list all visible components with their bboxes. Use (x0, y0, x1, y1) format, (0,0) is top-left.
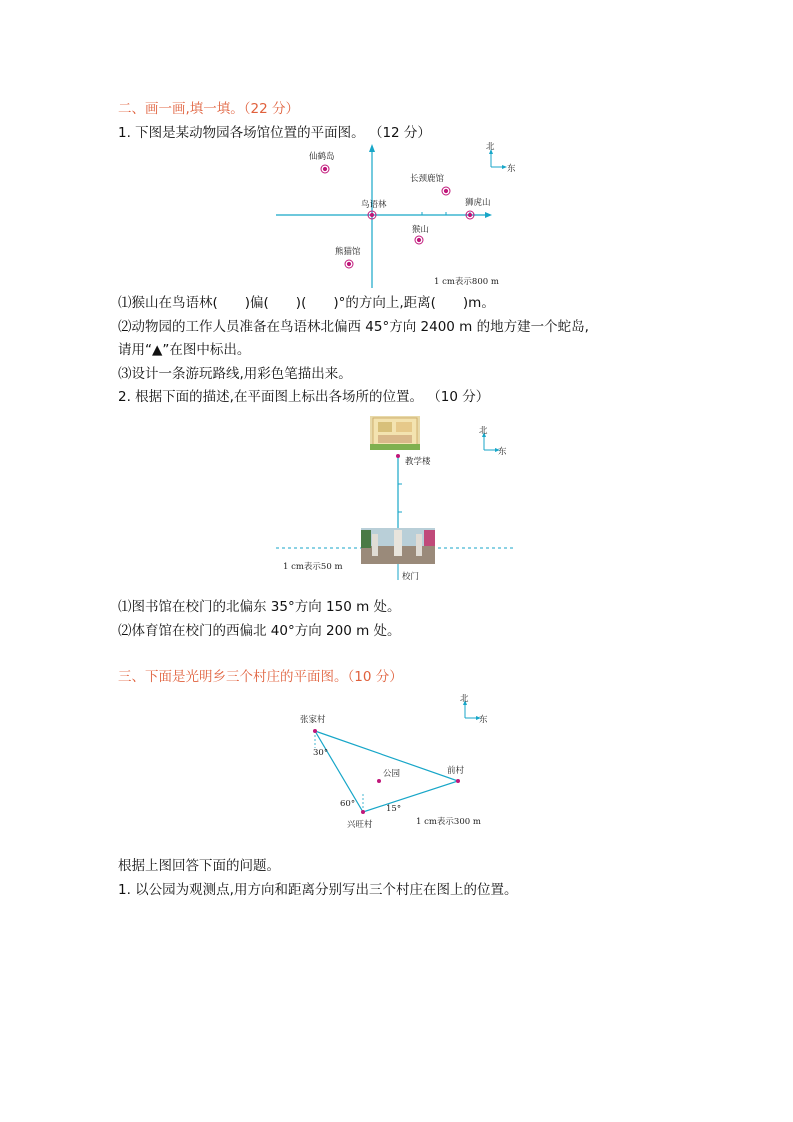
angle-30: 30° (313, 748, 329, 758)
village-zhangjia: 张家村 (300, 715, 326, 725)
compass-east-label: 东 (507, 164, 516, 174)
village-qian: 前村 (447, 766, 465, 776)
section3-prompt: 根据上图回答下面的问题。 (118, 858, 280, 874)
angle-15: 15° (386, 804, 402, 814)
school-compass-north: 北 (479, 426, 488, 436)
q1-title: 1. 下图是某动物园各场馆位置的平面图。 （12 分） (118, 125, 431, 141)
gate-label: 校门 (402, 572, 420, 582)
teaching-building-label: 教学楼 (405, 457, 431, 467)
q1-sub2-line1: ⑵动物园的工作人员准备在鸟语林北偏西 45°方向 2400 m 的地方建一个蛇岛, (118, 319, 589, 335)
place-lion-tiger-hill: 狮虎山 (465, 198, 491, 208)
q2-sub1: ⑴图书馆在校门的北偏东 35°方向 150 m 处。 (118, 599, 401, 615)
section3-title: 三、下面是光明乡三个村庄的平面图。（10 分） (118, 669, 403, 685)
zoo-map-scale: 1 cm表示800 m (434, 277, 499, 287)
place-bird-forest: 鸟语林 (361, 200, 387, 210)
compass-north-label: 北 (486, 142, 495, 152)
angle-60: 60° (340, 799, 356, 809)
q1-sub3: ⑶设计一条游玩路线,用彩色笔描出来。 (118, 366, 352, 382)
q1-sub1: ⑴猴山在鸟语林( )偏( )( )°的方向上,距离( )m。 (118, 295, 495, 311)
village-compass-north: 北 (460, 694, 469, 704)
section3-q1: 1. 以公园为观测点,用方向和距离分别写出三个村庄在图上的位置。 (118, 882, 518, 898)
park-point (377, 779, 381, 783)
q1-sub2-line2: 请用“▲”在图中标出。 (118, 342, 251, 358)
school-compass-east: 东 (498, 447, 507, 457)
q2-sub2: ⑵体育馆在校门的西偏北 40°方向 200 m 处。 (118, 623, 401, 639)
place-panda-hall: 熊猫馆 (335, 247, 361, 257)
village-map-scale: 1 cm表示300 m (416, 817, 481, 827)
section2-title: 二、画一画,填一填。（22 分） (118, 101, 300, 117)
place-giraffe-hall: 长颈鹿馆 (410, 174, 445, 184)
park-label: 公园 (383, 769, 401, 779)
place-monkey-hill: 猴山 (412, 225, 430, 235)
school-map-scale: 1 cm表示50 m (283, 562, 343, 572)
place-crane-island: 仙鹤岛 (309, 152, 335, 162)
village-compass-east: 东 (479, 715, 488, 725)
village-xingwang: 兴旺村 (347, 820, 373, 830)
q2-title: 2. 根据下面的描述,在平面图上标出各场所的位置。 （10 分） (118, 389, 490, 405)
